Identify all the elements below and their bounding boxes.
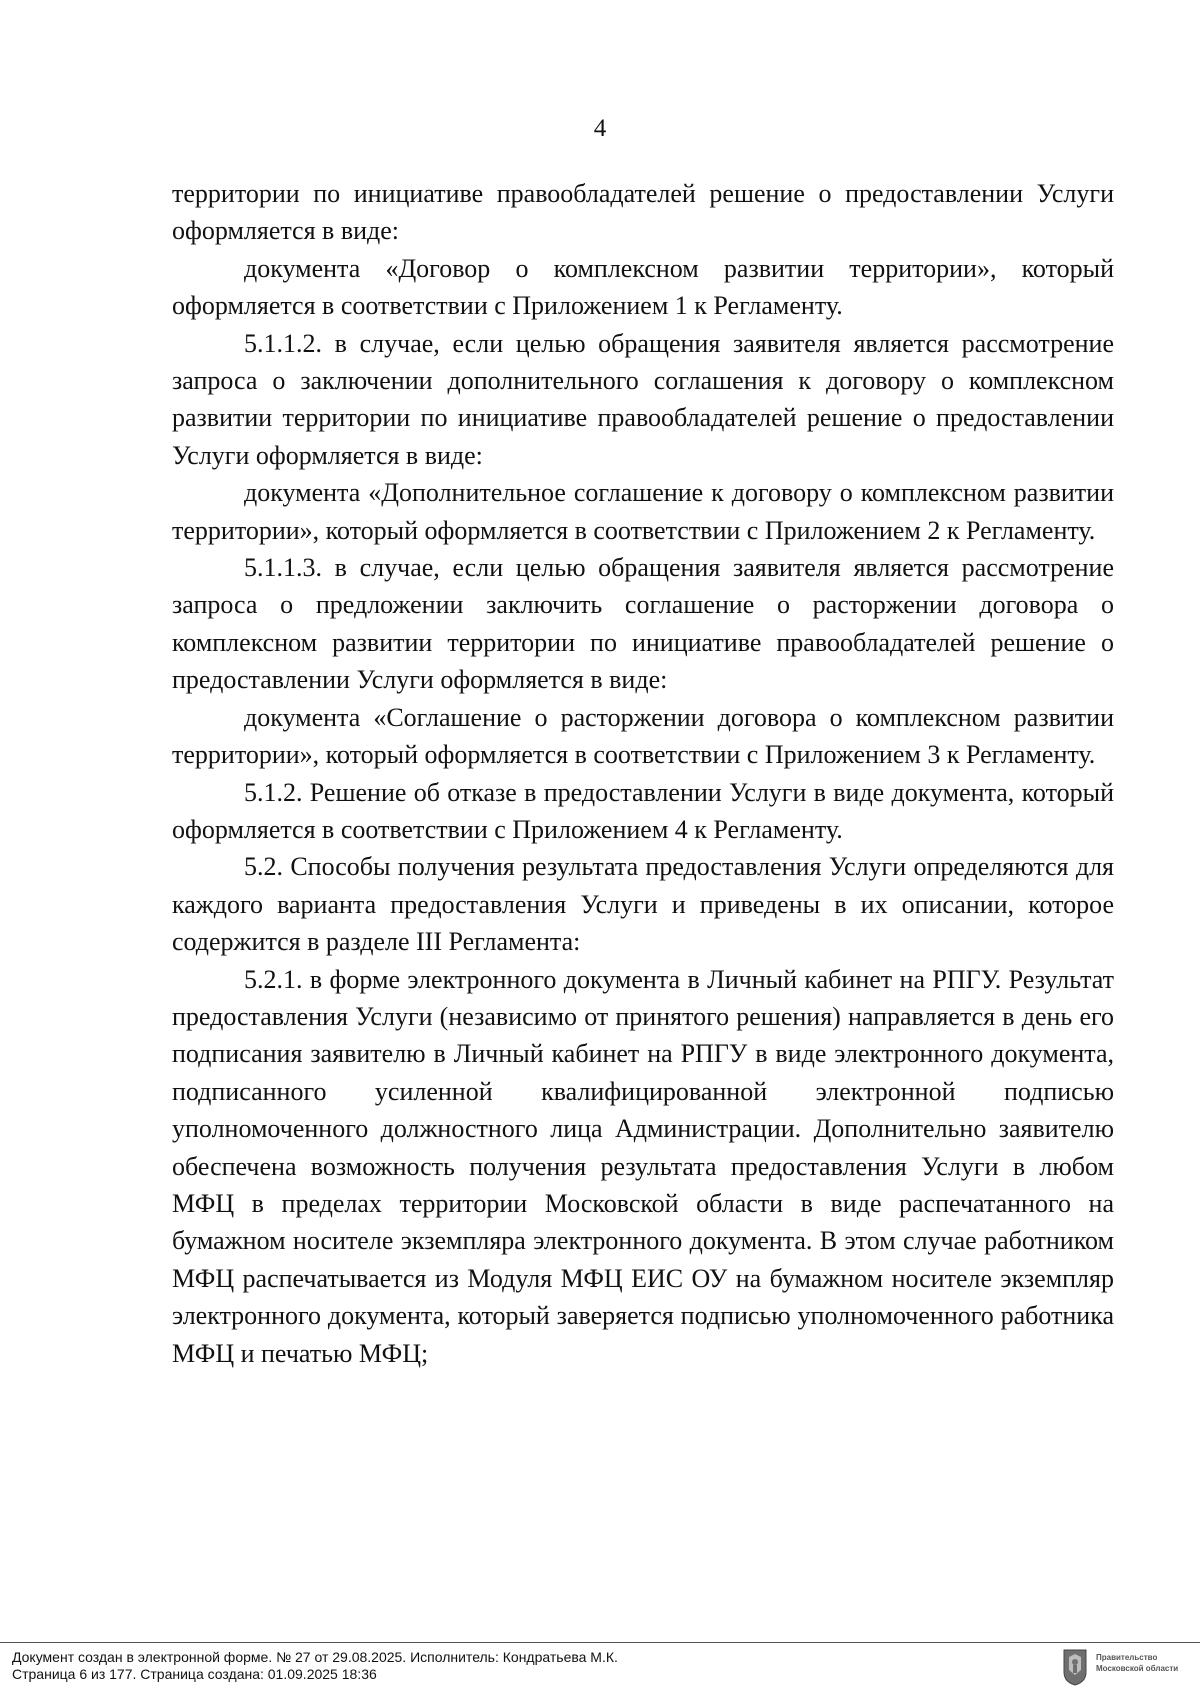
paragraph: 5.2. Способы получения результата предоставления Услуги определяются для каждого варианта предоставления Услуги и приведены в их описании, которое содержится в разделе III Регламента:: [172, 852, 1114, 957]
paragraph: 5.1.1.2. в случае, если целью обращения заявителя является рассмотрение запроса о заключении дополнительного соглашения к договору о комплексном развитии территории по инициативе правообладателей решение о предоставлении Услуги оформляется в виде:: [172, 328, 1114, 470]
document-body: [172, 175, 1114, 1372]
footer-page-info: Страница 6 из 177. Страница создана: 01.09.2025 18:36: [12, 1666, 377, 1682]
paragraph: 5.1.1.3. в случае, если целью обращения заявителя является рассмотрение запроса о предложении заключить соглашение о расторжении договора о комплексном развитии территории по инициативе правообладателей решение о предоставлении Услуги оформляется в виде:: [172, 553, 1114, 695]
paragraph: 5.2.1. в форме электронного документа в Личный кабинет на РПГУ. Результат предоставления Услуги (независимо от принятого решения) направляется в день его подписания заявителю в Личный кабинет на РПГУ в виде электронного документа, подписанного усиленной квалифицированной электронной подписью уполномоченного должностного лица Администрации. Дополнительно заявителю обеспечена возможность получения результата предоставления Услуги в любом МФЦ в пределах территории Московской области в виде распечатанного на бумажном носителе экземпляра электронного документа. В этом случае работником МФЦ распечатывается из Модуля МФЦ ЕИС ОУ на бумажном носителе экземпляр электронного документа, который заверяется подписью уполномоченного работника МФЦ и печатью МФЦ;: [172, 964, 1114, 1368]
page-number: 4: [593, 115, 607, 142]
government-logo-line: Правительство: [1096, 1653, 1158, 1662]
paragraph: документа «Соглашение о расторжении договора о комплексном развитии территории», который оформляется в соответствии с Приложением 3 к Регламенту.: [172, 702, 1114, 770]
paragraph: территории по инициативе правообладателей решение о предоставлении Услуги оформляется в виде:: [172, 179, 1114, 246]
footer-divider: [0, 1642, 1200, 1643]
coat-of-arms-icon: [1062, 1648, 1088, 1686]
footer-document-info: Документ создан в электронной форме. № 27 от 29.08.2025. Исполнитель: Кондратьева М.К.: [12, 1649, 618, 1665]
paragraph: 5.1.2. Решение об отказе в предоставлении Услуги в виде документа, который оформляется в соответствии с Приложением 4 к Регламенту.: [172, 777, 1114, 844]
paragraph: документа «Договор о комплексном развитии территории», который оформляется в соответствии с Приложением 1 к Регламенту.: [172, 253, 1114, 321]
government-logo-line: Московской области: [1096, 1664, 1179, 1673]
government-logo-text: [1096, 1652, 1192, 1674]
paragraph: документа «Дополнительное соглашение к договору о комплексном развитии территории», который оформляется в соответствии с Приложением 2 к Регламенту.: [172, 478, 1114, 545]
document-footer: [0, 1642, 1200, 1698]
